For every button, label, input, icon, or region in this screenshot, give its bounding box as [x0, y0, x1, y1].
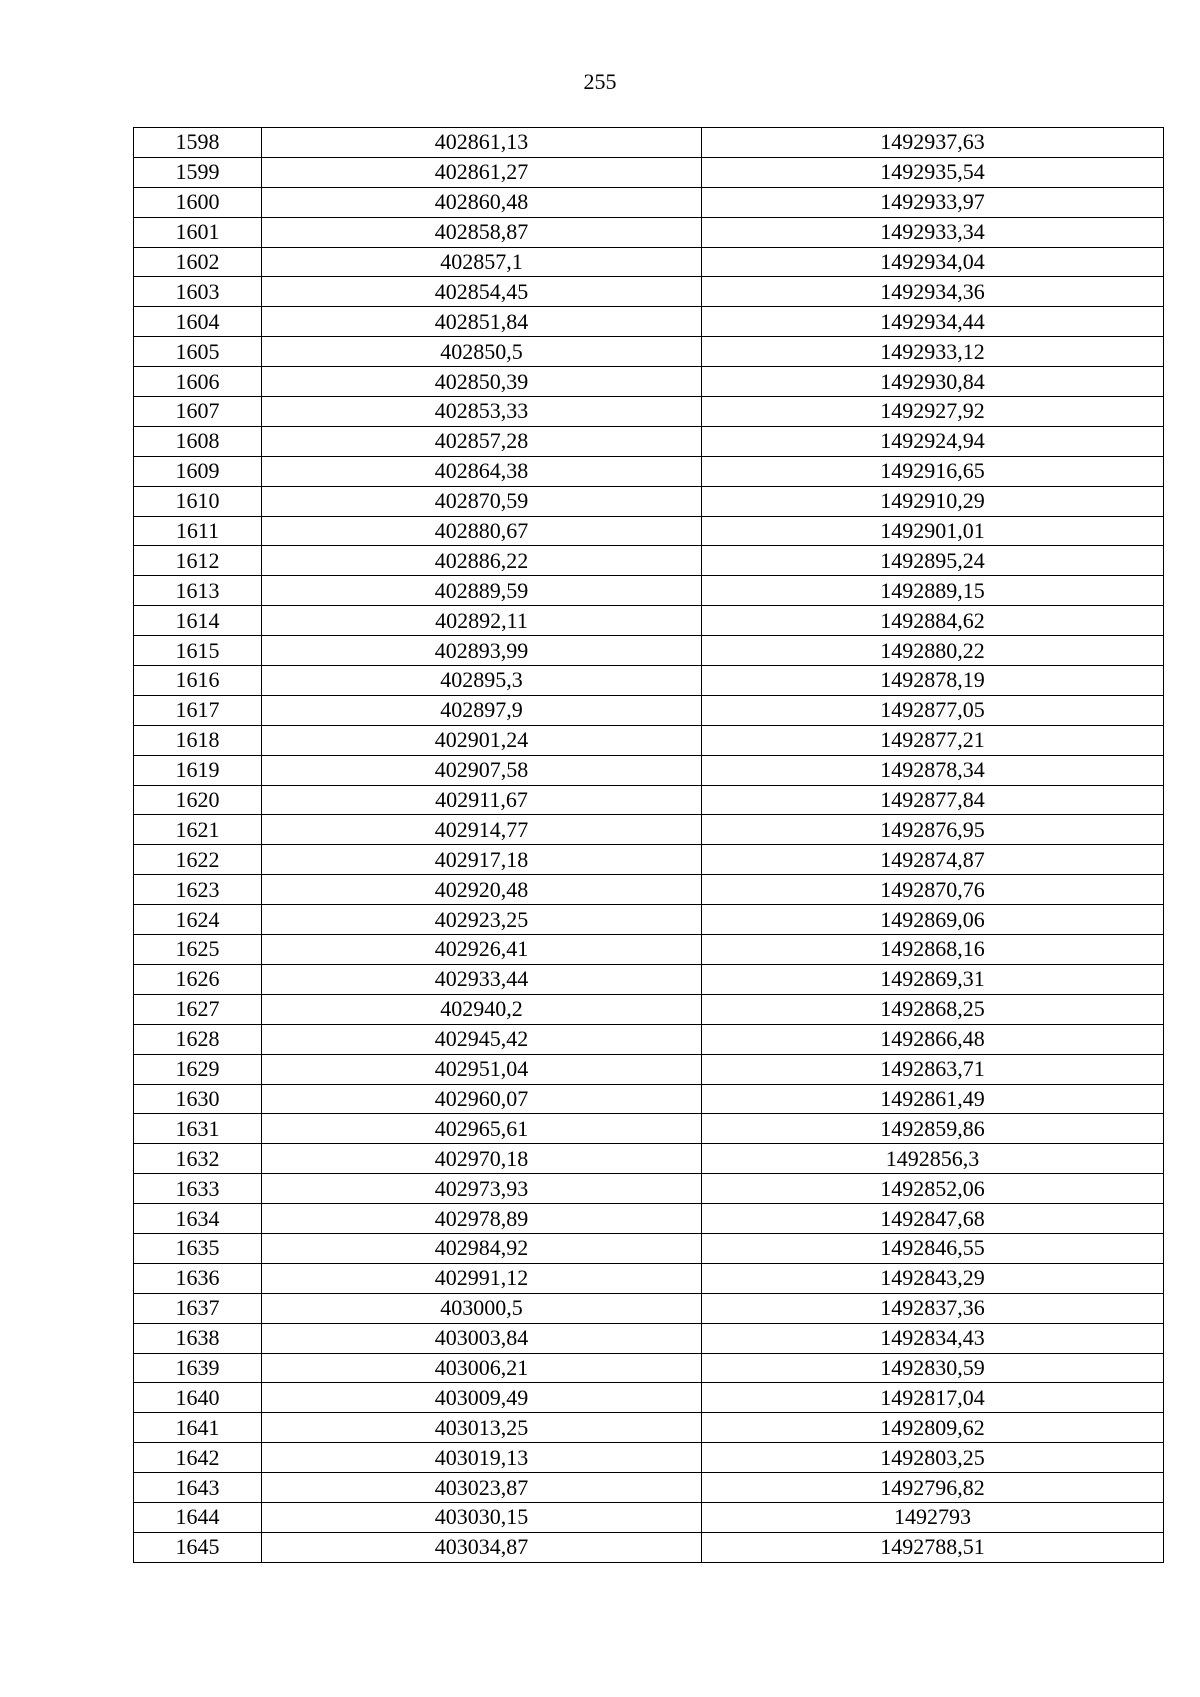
point-number-cell: 1618 [134, 725, 262, 755]
y-coordinate-cell: 1492856,3 [702, 1144, 1164, 1174]
point-number-cell: 1644 [134, 1502, 262, 1532]
x-coordinate-cell: 402965,61 [262, 1114, 702, 1144]
table-row [134, 935, 1164, 965]
table-row [134, 337, 1164, 367]
point-number-cell: 1610 [134, 486, 262, 516]
x-coordinate-cell: 402901,24 [262, 725, 702, 755]
y-coordinate-cell: 1492788,51 [702, 1532, 1164, 1562]
x-coordinate-cell: 402920,48 [262, 875, 702, 905]
table-row [134, 1233, 1164, 1263]
table-row [134, 546, 1164, 576]
point-number-cell: 1614 [134, 606, 262, 636]
point-number-cell: 1599 [134, 157, 262, 187]
x-coordinate-cell: 402893,99 [262, 636, 702, 666]
x-coordinate-cell: 402914,77 [262, 815, 702, 845]
x-coordinate-cell: 402991,12 [262, 1263, 702, 1293]
table-row [134, 1502, 1164, 1532]
y-coordinate-cell: 1492866,48 [702, 1024, 1164, 1054]
y-coordinate-cell: 1492876,95 [702, 815, 1164, 845]
y-coordinate-cell: 1492930,84 [702, 367, 1164, 397]
point-number-cell: 1601 [134, 217, 262, 247]
y-coordinate-cell: 1492933,97 [702, 187, 1164, 217]
point-number-cell: 1629 [134, 1054, 262, 1084]
x-coordinate-cell: 402858,87 [262, 217, 702, 247]
y-coordinate-cell: 1492877,84 [702, 785, 1164, 815]
x-coordinate-cell: 402951,04 [262, 1054, 702, 1084]
table-row [134, 755, 1164, 785]
x-coordinate-cell: 402917,18 [262, 845, 702, 875]
x-coordinate-cell: 402850,39 [262, 367, 702, 397]
table-row [134, 1263, 1164, 1293]
y-coordinate-cell: 1492933,12 [702, 337, 1164, 367]
y-coordinate-cell: 1492846,55 [702, 1233, 1164, 1263]
table-row [134, 397, 1164, 427]
y-coordinate-cell: 1492878,19 [702, 666, 1164, 696]
x-coordinate-cell: 402870,59 [262, 486, 702, 516]
table-row [134, 1383, 1164, 1413]
table-row [134, 247, 1164, 277]
x-coordinate-cell: 403019,13 [262, 1443, 702, 1473]
y-coordinate-cell: 1492880,22 [702, 636, 1164, 666]
table-row [134, 666, 1164, 696]
x-coordinate-cell: 402853,33 [262, 397, 702, 427]
y-coordinate-cell: 1492793 [702, 1502, 1164, 1532]
point-number-cell: 1623 [134, 875, 262, 905]
x-coordinate-cell: 403003,84 [262, 1323, 702, 1353]
y-coordinate-cell: 1492935,54 [702, 157, 1164, 187]
x-coordinate-cell: 402864,38 [262, 456, 702, 486]
x-coordinate-cell: 403030,15 [262, 1502, 702, 1532]
y-coordinate-cell: 1492861,49 [702, 1084, 1164, 1114]
x-coordinate-cell: 402926,41 [262, 935, 702, 965]
table-row [134, 1114, 1164, 1144]
table-row [134, 1532, 1164, 1562]
y-coordinate-cell: 1492933,34 [702, 217, 1164, 247]
x-coordinate-cell: 402861,27 [262, 157, 702, 187]
point-number-cell: 1617 [134, 695, 262, 725]
point-number-cell: 1615 [134, 636, 262, 666]
point-number-cell: 1612 [134, 546, 262, 576]
x-coordinate-cell: 402945,42 [262, 1024, 702, 1054]
table-row [134, 516, 1164, 546]
point-number-cell: 1611 [134, 516, 262, 546]
x-coordinate-cell: 402880,67 [262, 516, 702, 546]
y-coordinate-cell: 1492874,87 [702, 845, 1164, 875]
point-number-cell: 1637 [134, 1293, 262, 1323]
table-row [134, 1144, 1164, 1174]
x-coordinate-cell: 403023,87 [262, 1473, 702, 1503]
y-coordinate-cell: 1492870,76 [702, 875, 1164, 905]
point-number-cell: 1645 [134, 1532, 262, 1562]
x-coordinate-cell: 402933,44 [262, 964, 702, 994]
x-coordinate-cell: 402851,84 [262, 307, 702, 337]
table-row [134, 277, 1164, 307]
table-row [134, 695, 1164, 725]
y-coordinate-cell: 1492889,15 [702, 576, 1164, 606]
table-row [134, 128, 1164, 158]
x-coordinate-cell: 402907,58 [262, 755, 702, 785]
point-number-cell: 1641 [134, 1413, 262, 1443]
y-coordinate-cell: 1492901,01 [702, 516, 1164, 546]
x-coordinate-cell: 402970,18 [262, 1144, 702, 1174]
y-coordinate-cell: 1492817,04 [702, 1383, 1164, 1413]
y-coordinate-cell: 1492937,63 [702, 128, 1164, 158]
table-row [134, 1204, 1164, 1234]
x-coordinate-cell: 402960,07 [262, 1084, 702, 1114]
point-number-cell: 1602 [134, 247, 262, 277]
point-number-cell: 1625 [134, 935, 262, 965]
point-number-cell: 1616 [134, 666, 262, 696]
y-coordinate-cell: 1492859,86 [702, 1114, 1164, 1144]
x-coordinate-cell: 403013,25 [262, 1413, 702, 1443]
point-number-cell: 1630 [134, 1084, 262, 1114]
point-number-cell: 1606 [134, 367, 262, 397]
y-coordinate-cell: 1492837,36 [702, 1293, 1164, 1323]
point-number-cell: 1604 [134, 307, 262, 337]
point-number-cell: 1624 [134, 905, 262, 935]
table-row [134, 367, 1164, 397]
table-row [134, 1084, 1164, 1114]
x-coordinate-cell: 402940,2 [262, 994, 702, 1024]
y-coordinate-cell: 1492895,24 [702, 546, 1164, 576]
y-coordinate-cell: 1492877,05 [702, 695, 1164, 725]
table-row [134, 905, 1164, 935]
y-coordinate-cell: 1492834,43 [702, 1323, 1164, 1353]
x-coordinate-cell: 403006,21 [262, 1353, 702, 1383]
table-row [134, 1293, 1164, 1323]
point-number-cell: 1613 [134, 576, 262, 606]
point-number-cell: 1605 [134, 337, 262, 367]
x-coordinate-cell: 402973,93 [262, 1174, 702, 1204]
table-row [134, 157, 1164, 187]
point-number-cell: 1600 [134, 187, 262, 217]
y-coordinate-cell: 1492809,62 [702, 1413, 1164, 1443]
y-coordinate-cell: 1492863,71 [702, 1054, 1164, 1084]
x-coordinate-cell: 402897,9 [262, 695, 702, 725]
point-number-cell: 1621 [134, 815, 262, 845]
point-number-cell: 1619 [134, 755, 262, 785]
point-number-cell: 1643 [134, 1473, 262, 1503]
x-coordinate-cell: 402889,59 [262, 576, 702, 606]
y-coordinate-cell: 1492830,59 [702, 1353, 1164, 1383]
table-row [134, 636, 1164, 666]
y-coordinate-cell: 1492868,16 [702, 935, 1164, 965]
table-row [134, 1174, 1164, 1204]
page-number: 255 [583, 69, 617, 94]
x-coordinate-cell: 402923,25 [262, 905, 702, 935]
y-coordinate-cell: 1492924,94 [702, 426, 1164, 456]
point-number-cell: 1626 [134, 964, 262, 994]
x-coordinate-cell: 403000,5 [262, 1293, 702, 1323]
table-row [134, 606, 1164, 636]
point-number-cell: 1638 [134, 1323, 262, 1353]
x-coordinate-cell: 402861,13 [262, 128, 702, 158]
point-number-cell: 1598 [134, 128, 262, 158]
coordinates-table [133, 127, 1164, 1563]
y-coordinate-cell: 1492803,25 [702, 1443, 1164, 1473]
table-row [134, 307, 1164, 337]
table-row [134, 875, 1164, 905]
table-row [134, 964, 1164, 994]
point-number-cell: 1633 [134, 1174, 262, 1204]
coordinates-table-body [134, 128, 1164, 1563]
table-row [134, 187, 1164, 217]
y-coordinate-cell: 1492878,34 [702, 755, 1164, 785]
table-row [134, 456, 1164, 486]
point-number-cell: 1609 [134, 456, 262, 486]
x-coordinate-cell: 402984,92 [262, 1233, 702, 1263]
y-coordinate-cell: 1492934,04 [702, 247, 1164, 277]
table-row [134, 1323, 1164, 1353]
point-number-cell: 1628 [134, 1024, 262, 1054]
point-number-cell: 1620 [134, 785, 262, 815]
y-coordinate-cell: 1492916,65 [702, 456, 1164, 486]
table-row [134, 426, 1164, 456]
y-coordinate-cell: 1492796,82 [702, 1473, 1164, 1503]
table-row [134, 576, 1164, 606]
point-number-cell: 1635 [134, 1233, 262, 1263]
table-row [134, 1054, 1164, 1084]
point-number-cell: 1634 [134, 1204, 262, 1234]
x-coordinate-cell: 402854,45 [262, 277, 702, 307]
point-number-cell: 1636 [134, 1263, 262, 1293]
table-row [134, 1443, 1164, 1473]
y-coordinate-cell: 1492847,68 [702, 1204, 1164, 1234]
point-number-cell: 1642 [134, 1443, 262, 1473]
table-row [134, 815, 1164, 845]
table-row [134, 1024, 1164, 1054]
y-coordinate-cell: 1492884,62 [702, 606, 1164, 636]
x-coordinate-cell: 403034,87 [262, 1532, 702, 1562]
y-coordinate-cell: 1492877,21 [702, 725, 1164, 755]
table-row [134, 217, 1164, 247]
x-coordinate-cell: 402886,22 [262, 546, 702, 576]
x-coordinate-cell: 402857,28 [262, 426, 702, 456]
point-number-cell: 1603 [134, 277, 262, 307]
table-row [134, 725, 1164, 755]
point-number-cell: 1639 [134, 1353, 262, 1383]
x-coordinate-cell: 402978,89 [262, 1204, 702, 1234]
x-coordinate-cell: 403009,49 [262, 1383, 702, 1413]
y-coordinate-cell: 1492843,29 [702, 1263, 1164, 1293]
y-coordinate-cell: 1492934,44 [702, 307, 1164, 337]
y-coordinate-cell: 1492910,29 [702, 486, 1164, 516]
table-row [134, 785, 1164, 815]
point-number-cell: 1640 [134, 1383, 262, 1413]
y-coordinate-cell: 1492869,31 [702, 964, 1164, 994]
x-coordinate-cell: 402895,3 [262, 666, 702, 696]
table-row [134, 994, 1164, 1024]
x-coordinate-cell: 402892,11 [262, 606, 702, 636]
point-number-cell: 1622 [134, 845, 262, 875]
point-number-cell: 1631 [134, 1114, 262, 1144]
y-coordinate-cell: 1492927,92 [702, 397, 1164, 427]
x-coordinate-cell: 402860,48 [262, 187, 702, 217]
y-coordinate-cell: 1492934,36 [702, 277, 1164, 307]
table-row [134, 1473, 1164, 1503]
y-coordinate-cell: 1492868,25 [702, 994, 1164, 1024]
x-coordinate-cell: 402911,67 [262, 785, 702, 815]
point-number-cell: 1627 [134, 994, 262, 1024]
point-number-cell: 1607 [134, 397, 262, 427]
x-coordinate-cell: 402857,1 [262, 247, 702, 277]
point-number-cell: 1608 [134, 426, 262, 456]
table-row [134, 1353, 1164, 1383]
table-row [134, 486, 1164, 516]
y-coordinate-cell: 1492869,06 [702, 905, 1164, 935]
table-row [134, 845, 1164, 875]
y-coordinate-cell: 1492852,06 [702, 1174, 1164, 1204]
x-coordinate-cell: 402850,5 [262, 337, 702, 367]
point-number-cell: 1632 [134, 1144, 262, 1174]
table-row [134, 1413, 1164, 1443]
